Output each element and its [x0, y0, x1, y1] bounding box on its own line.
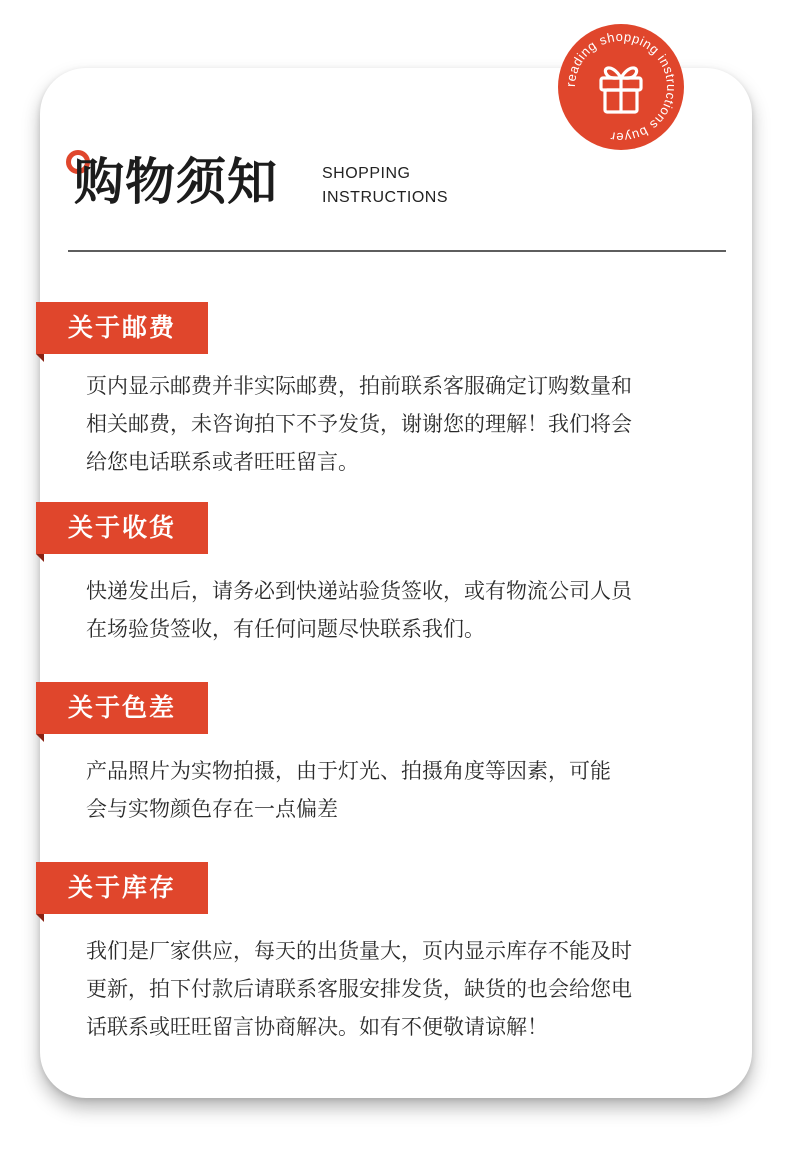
section-line: 页内显示邮费并非实际邮费，拍前联系客服确定订购数量和 — [86, 374, 632, 398]
section-heading-postage: 关于邮费 — [36, 302, 208, 354]
section-line: 话联系或旺旺留言协商解决。如有不便敬请谅解！ — [86, 1015, 548, 1039]
page-title: 购物须知 — [74, 153, 278, 211]
section-line: 更新，拍下付款后请联系客服安排发货，缺货的也会给您电 — [86, 977, 632, 1001]
section-line: 给您电话联系或者旺旺留言。 — [86, 450, 359, 474]
section-line: 我们是厂家供应，每天的出货量大，页内显示库存不能及时 — [86, 939, 632, 963]
section-body-postage — [86, 367, 732, 481]
shopping-badge — [556, 22, 686, 152]
section-heading-receiving: 关于收货 — [36, 502, 208, 554]
section-body-color — [86, 752, 732, 828]
page-subtitle — [322, 162, 448, 210]
subtitle-line-1: SHOPPING — [322, 165, 411, 182]
section-line: 相关邮费，未咨询拍下不予发货，谢谢您的理解！我们将会 — [86, 412, 632, 436]
section-body-inventory — [86, 932, 732, 1046]
section-heading-inventory: 关于库存 — [36, 862, 208, 914]
section-line: 快递发出后，请务必到快递站验货签收，或有物流公司人员 — [86, 579, 632, 603]
badge-ring-text: reading shopping instructions buyer — [562, 28, 680, 146]
section-line: 在场验货签收，有任何问题尽快联系我们。 — [86, 617, 485, 641]
section-line: 会与实物颜色存在一点偏差 — [86, 797, 338, 821]
subtitle-line-2: INSTRUCTIONS — [322, 189, 448, 206]
section-body-receiving — [86, 572, 732, 648]
section-heading-color: 关于色差 — [36, 682, 208, 734]
section-line: 产品照片为实物拍摄，由于灯光、拍摄角度等因素，可能 — [86, 759, 611, 783]
title-divider — [68, 250, 726, 252]
